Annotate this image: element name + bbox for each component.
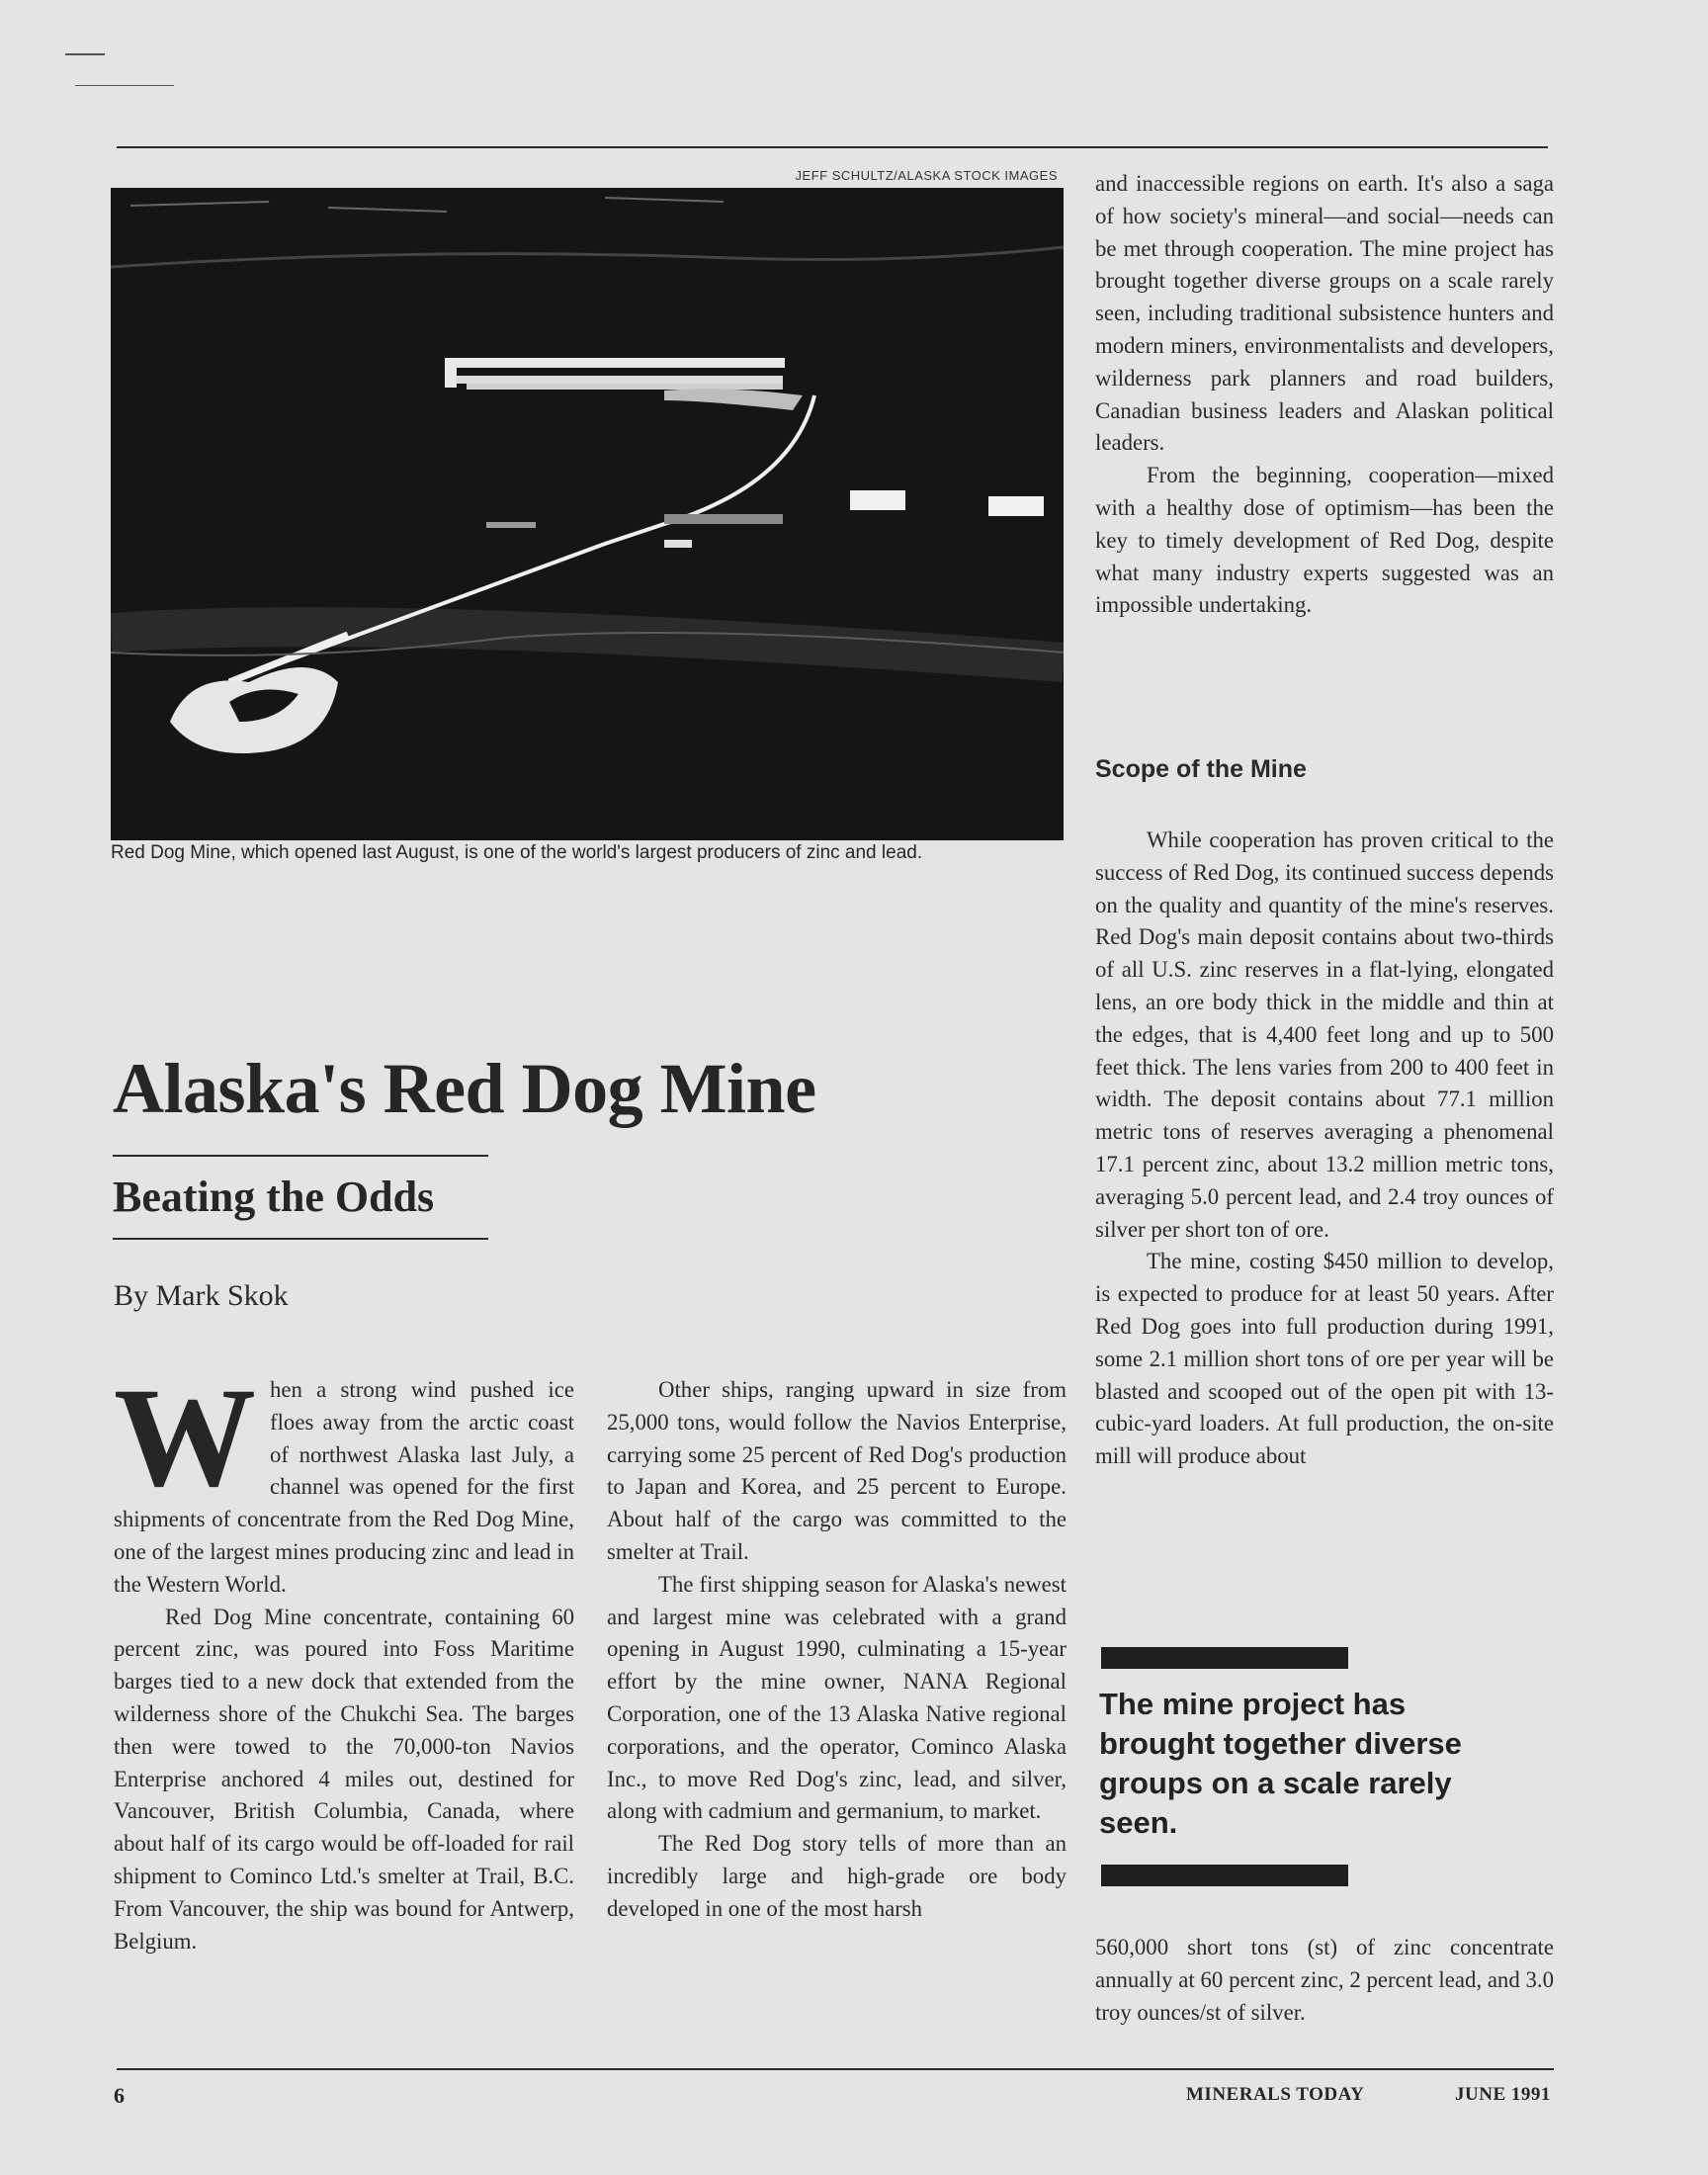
body-column-right-bottom bbox=[1095, 1932, 1554, 2029]
pull-quote-bar-bottom bbox=[1101, 1865, 1348, 1886]
paragraph: The mine, costing $450 million to develop, is expected to produce for at least 50 years. After Red Dog goes into full production during 1991, some 2.1 million short tons of ore per year will be blasted and scooped out of the open pit with 13-cubic-yard loaders. At full production, the on-site mill will produce about bbox=[1095, 1249, 1554, 1469]
paragraph: From the beginning, cooperation—mixed with a healthy dose of optimism—has been the key to timely development of Red Dog, despite what many industry experts suggested was an impossible undertaking. bbox=[1095, 463, 1554, 618]
footer-rule bbox=[117, 2068, 1554, 2070]
mine-aerial-photo bbox=[111, 188, 1064, 840]
scan-mark bbox=[75, 85, 174, 86]
paragraph: The first shipping season for Alaska's newest and largest mine was celebrated with a grand opening in August 1990, culminating a 15-year effort by the mine owner, NANA Regional Corporation, one of the 13 Alaska Native regional corporations, and the operator, Cominco Alaska Inc., to move Red Dog's zinc, lead, and silver, along with cadmium and germanium, to market. bbox=[607, 1571, 1067, 1824]
scan-mark bbox=[65, 53, 105, 55]
paragraph: While cooperation has proven critical to the success of Red Dog, its continued success depends on the quality and quantity of the mine's reserves. Red Dog's main deposit contains about two-thirds of all U.S. zinc reserves in a flat-lying, elongated lens, an ore body thick in the middle and thin at the edges, that is 4,400 feet long and up to 500 feet thick. The lens varies from 200 to 400 feet in width. The deposit contains about 77.1 million metric tons of reserves averaging a phenomenal 17.1 percent zinc, about 13.2 million metric tons, averaging 5.0 percent lead, and 2.4 troy ounces of silver per short ton of ore. bbox=[1095, 827, 1554, 1242]
drop-cap: W bbox=[114, 1359, 256, 1517]
paragraph: The Red Dog story tells of more than an incredibly large and high-grade ore body developed in one of the most harsh bbox=[607, 1831, 1067, 1921]
paragraph: and inaccessible regions on earth. It's also a saga of how society's mineral—and social—needs can be met through cooperation. The mine project has brought together diverse groups on a scale rarely seen, including traditional subsistence hunters and modern miners, environmentalists and developers, wilderness park planners and road builders, Canadian business leaders and Alaskan political leaders. bbox=[1095, 171, 1554, 456]
section-heading: Scope of the Mine bbox=[1095, 755, 1307, 783]
photo-caption: Red Dog Mine, which opened last August, is one of the world's largest producers of zinc and lead. bbox=[111, 842, 923, 863]
body-column-middle bbox=[607, 1374, 1067, 1926]
paragraph: 560,000 short tons (st) of zinc concentrate annually at 60 percent zinc, 2 percent lead, and 3.0 troy ounces/st of silver. bbox=[1095, 1935, 1554, 2025]
pull-quote: The mine project has brought together diverse groups on a scale rarely seen. bbox=[1099, 1687, 1462, 1840]
body-column-right-top bbox=[1095, 168, 1554, 622]
paragraph: Other ships, ranging upward in size from 25,000 tons, would follow the Navios Enterprise, carrying some 25 percent of Red Dog's production to Japan and Korea, and 25 percent to Europe. About half of the cargo was committed to the smelter at Trail. bbox=[607, 1377, 1067, 1564]
paragraph: Red Dog Mine concentrate, containing 60 percent zinc, was poured into Foss Maritime barges tied to a new dock that extended from the wilderness shore of the Chukchi Sea. The barges then were towed to the 70,000-ton Navios Enterprise anchored 4 miles out, destined for Vancouver, British Columbia, Canada, where about half of its cargo would be off-loaded for rail shipment to Cominco Ltd.'s smelter at Trail, B.C. From Vancouver, the ship was bound for Antwerp, Belgium. bbox=[114, 1604, 574, 1954]
title-rule bbox=[113, 1155, 488, 1157]
page-number: 6 bbox=[114, 2083, 125, 2108]
top-rule bbox=[117, 146, 1548, 148]
opening-paragraph-text: hen a strong wind pushed ice floes away from the arctic coast of northwest Alaska last July, a channel was opened for the first shipments of concentrate from the Red Dog Mine, one of the largest mines producing zinc and lead in the Western World. bbox=[114, 1377, 574, 1597]
issue-date: JUNE 1991 bbox=[1455, 2084, 1551, 2105]
article-title: Alaska's Red Dog Mine bbox=[113, 1049, 816, 1128]
body-column-left bbox=[114, 1359, 574, 1958]
body-column-right-main bbox=[1095, 825, 1554, 1473]
photo-credit: JEFF SCHULTZ/ALASKA STOCK IMAGES bbox=[795, 168, 1058, 183]
byline: By Mark Skok bbox=[114, 1279, 289, 1312]
subtitle-rule bbox=[113, 1238, 488, 1240]
pull-quote-bar-top bbox=[1101, 1647, 1348, 1669]
article-subtitle: Beating the Odds bbox=[113, 1173, 435, 1221]
opening-paragraph bbox=[114, 1359, 574, 1602]
publication-name: MINERALS TODAY bbox=[1186, 2084, 1365, 2105]
